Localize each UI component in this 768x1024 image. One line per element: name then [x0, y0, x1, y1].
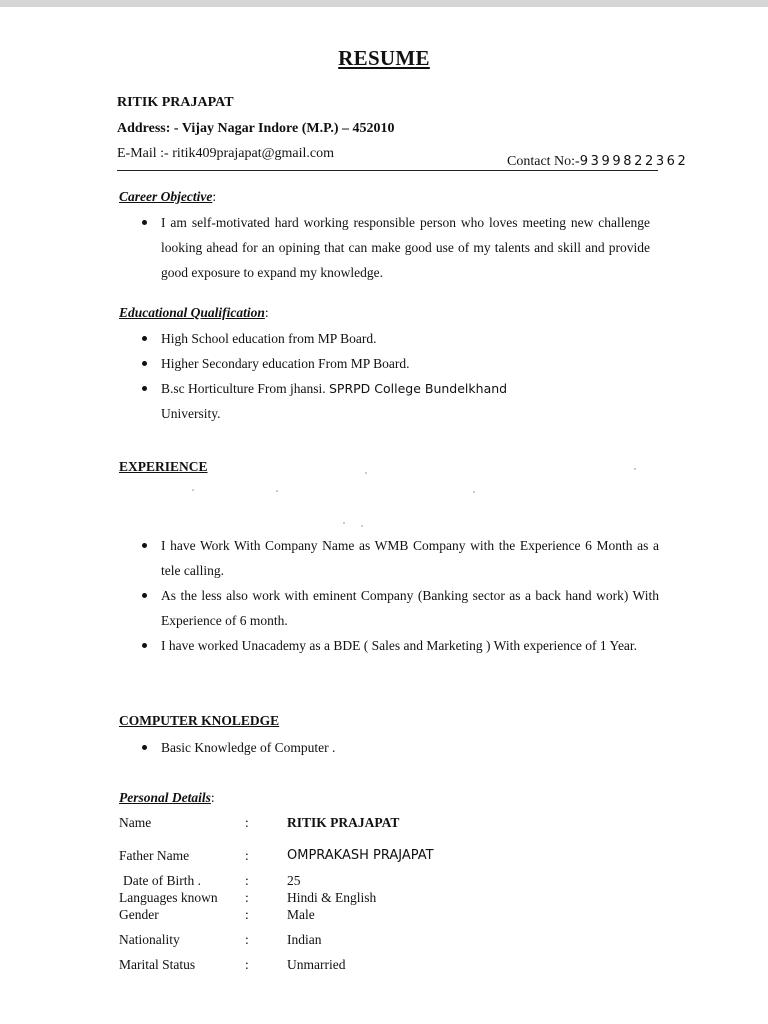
header-address: Address: - Vijay Nagar Indore (M.P.) – 452010 — [117, 121, 395, 136]
list-item: Basic Knowledge of Computer . — [139, 735, 559, 760]
header-divider — [117, 170, 658, 171]
contact-label: Contact No:- — [507, 154, 580, 169]
bullet-icon — [142, 220, 147, 225]
header-name: RITIK PRAJAPAT — [117, 95, 234, 110]
header-email: E-Mail :- ritik409prajapat@gmail.com — [117, 146, 334, 161]
education-heading: Educational Qualification: — [119, 305, 269, 320]
experience-heading: EXPERIENCE — [119, 459, 208, 474]
bullet-icon — [142, 643, 147, 648]
career-objective-list — [139, 210, 650, 285]
scan-speck — [473, 491, 475, 493]
scan-speck — [634, 468, 636, 470]
scan-speck — [276, 490, 278, 492]
list-item: I have worked Unacademy as a BDE ( Sales and Marketing ) With experience of 1 Year. — [139, 633, 659, 658]
contact-number: 9399822362 — [579, 154, 689, 169]
bullet-icon — [142, 336, 147, 341]
bullet-icon — [142, 745, 147, 750]
computer-heading: COMPUTER KNOLEDGE — [119, 713, 280, 728]
list-item: Higher Secondary education From MP Board. — [139, 351, 559, 376]
bullet-icon — [142, 361, 147, 366]
scan-speck — [343, 522, 345, 524]
bullet-icon — [142, 386, 147, 391]
scan-speck — [192, 489, 194, 491]
list-item: I have Work With Company Name as WMB Company with the Experience 6 Month as a tele calling. — [139, 533, 659, 583]
computer-list — [139, 735, 559, 760]
resume-page: RESUME RITIK PRAJAPAT Address: - Vijay Nagar Indore (M.P.) – 452010 E-Mail :- ritik409prajapat@gmail.com Contact No:-9399822362 Career Objective: I am self-motivated hard working responsible person who loves meeting new challenge looking ahead for an opining that can make good use of my talents and skill and provide good exposure to expand my knowledge. Educational Qualification: High School education from MP Board. Higher Secondary education From MP Board. B.sc Horticulture From jhansi. SPRPD College Bundelkhand University. EXPERIENCE I have Work With Company Name as WMB Company with the Experience 6 Month as a tele calling. As the less also work with eminent Company (Banking sector as a back hand work) With Experience of 6 month. I have worked Unacademy as a BDE ( Sales and Marketing ) With experience of 1 Year. COMPUTER KNOLEDGE Basic Knowledge of Computer . Personal Details: Name : RITIK PRAJAPAT Father Name : OMPRAKASH PRAJAPAT Date of Birth . : 25 Languages known : Hindi & English Gender : Male Nationality : Indian Marital Status : Unmarried — [0, 0, 768, 1024]
list-item: B.sc Horticulture From jhansi. SPRPD College Bundelkhand University. — [139, 376, 559, 426]
experience-list — [139, 533, 659, 658]
scan-speck — [365, 472, 367, 474]
list-item: High School education from MP Board. — [139, 326, 559, 351]
list-item: I am self-motivated hard working responsible person who loves meeting new challenge looking ahead for an opining that can make good use of my talents and skill and provide good exposure to expand my knowledge. — [139, 210, 650, 285]
list-item: As the less also work with eminent Company (Banking sector as a back hand work) With Experience of 6 month. — [139, 583, 659, 633]
career-objective-heading: Career Objective: — [119, 189, 217, 204]
page-title: RESUME — [338, 46, 430, 70]
education-list — [139, 326, 559, 426]
bullet-icon — [142, 593, 147, 598]
scan-speck — [361, 525, 363, 527]
bullet-icon — [142, 543, 147, 548]
header-contact — [507, 154, 688, 170]
personal-details-heading: Personal Details: — [119, 790, 215, 805]
